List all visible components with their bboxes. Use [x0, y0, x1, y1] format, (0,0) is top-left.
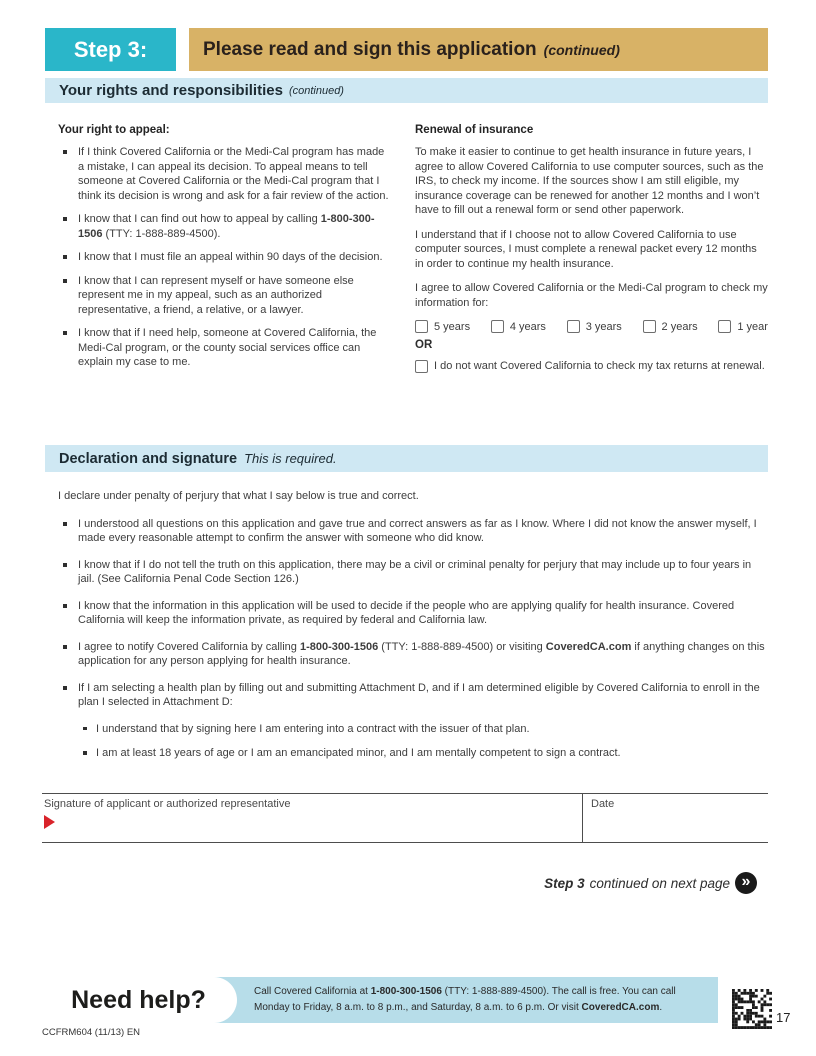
declaration-body: [58, 489, 768, 771]
checkbox-label: 2 years: [661, 320, 698, 333]
list-item: I know that I can find out how to appeal by calling 1-800-300-1506 (TTY: 1-888-889-4500).: [58, 212, 390, 241]
checkbox-option-3-years[interactable]: [567, 320, 622, 333]
checkbox-label: I do not want Covered California to check my tax returns at renewal.: [434, 360, 765, 372]
checkbox-label: 1 year: [737, 320, 768, 333]
signature-arrow-icon: [44, 815, 55, 829]
step-title-banner: [189, 28, 768, 71]
checkbox-label: 4 years: [509, 320, 546, 333]
checkbox-option-1-year[interactable]: [718, 320, 768, 333]
list-item: I understand that by signing here I am entering into a contract with the issuer of that plan.: [80, 722, 768, 737]
list-item: I know that if I need help, someone at Covered California, the Medi-Cal program, or the county social services office can explain my case to me.: [58, 326, 390, 370]
checkbox-icon[interactable]: [643, 320, 656, 333]
list-item: If I think Covered California or the Medi-Cal program has made a mistake, I can appeal its decision. To appeal means to tell someone at Covered California or the Medi-Cal program that I think its decision is wrong and ask for a fair review of the action.: [58, 145, 390, 203]
list-item: I know that I must file an appeal within 90 days of the decision.: [58, 250, 390, 265]
signature-field[interactable]: [42, 794, 583, 842]
need-help-banner: [40, 977, 718, 1023]
step-header: [45, 28, 768, 71]
rights-section-bar: [45, 78, 768, 103]
checkbox-label: 3 years: [585, 320, 622, 333]
checkbox-option-opt-out[interactable]: [415, 359, 768, 374]
appeal-heading: Your right to appeal:: [58, 124, 170, 136]
need-help-line-1: Call Covered California at 1-800-300-1506 (TTY: 1-888-889-4500). The call is free. You can call: [254, 986, 676, 997]
continued-text: continued on next page: [589, 875, 730, 891]
list-item: If I am selecting a health plan by filling out and submitting Attachment D, and if I am determined eligible by Covered California to enroll in the plan I selected in Attachment D:: [58, 681, 768, 710]
step-title-continued: (continued): [543, 41, 620, 58]
continued-step-label: Step 3: [544, 875, 585, 891]
declaration-section-title: Declaration and signature: [59, 450, 238, 467]
need-help-text: [254, 984, 714, 1016]
signature-field-label: Signature of applicant or authorized representative: [44, 798, 291, 810]
next-page-icon: [735, 872, 757, 894]
list-item: I agree to notify Covered California by calling 1-800-300-1506 (TTY: 1-888-889-4500) or visiting CoveredCA.com if anything changes on this application for any person applying for health insurance.: [58, 640, 768, 669]
declaration-required-note: This is required.: [244, 451, 337, 466]
or-label: OR: [415, 339, 433, 351]
appeal-column: [58, 124, 390, 379]
qr-code: [732, 989, 772, 1029]
checkbox-icon[interactable]: [415, 360, 428, 373]
list-item: I know that I can represent myself or have someone else represent me in my appeal, such as an authorized representative, a friend, a relative, or a lawyer.: [58, 274, 390, 318]
page-number: 17: [776, 1010, 791, 1025]
need-help-line-2: Monday to Friday, 8 a.m. to 8 p.m., and Saturday, 8 a.m. to 6 p.m. Or visit CoveredCA.com.: [254, 1002, 663, 1013]
renewal-heading: Renewal of insurance: [415, 124, 534, 136]
date-field[interactable]: [583, 794, 768, 842]
list-item: I am at least 18 years of age or I am an emancipated minor, and I am mentally competent to sign a contract.: [80, 746, 768, 761]
checkbox-option-4-years[interactable]: [491, 320, 546, 333]
renewal-column: [415, 124, 768, 379]
renewal-paragraph-1: To make it easier to continue to get health insurance in future years, I agree to allow Covered California to use computer sources, such as the IRS, to check my income. If the sources show I am still eligible, my insurance coverage can be renewed for another 12 months and I won’t have to fill out a renewal form or send other paperwork.: [415, 146, 764, 216]
checkbox-option-2-years[interactable]: [643, 320, 698, 333]
renewal-years-options: [415, 320, 768, 333]
checkbox-icon[interactable]: [415, 320, 428, 333]
checkbox-icon[interactable]: [718, 320, 731, 333]
declaration-section-bar: [45, 445, 768, 472]
rights-section-title: Your rights and responsibilities: [59, 82, 283, 99]
form-code: CCFRM604 (11/13) EN: [42, 1027, 141, 1038]
checkbox-label: 5 years: [434, 320, 471, 333]
declaration-intro: I declare under penalty of perjury that what I say below is true and correct.: [58, 490, 419, 502]
renewal-paragraph-3: I agree to allow Covered California or the Medi-Cal program to check my information for:: [415, 282, 768, 309]
list-item: I understood all questions on this application and gave true and correct answers as far as I know. Where I did not know the answer myself, I made every reasonable attempt to confirm the answer with someone who did know.: [58, 517, 768, 546]
need-help-bubble: Need help?: [40, 977, 237, 1023]
date-field-label: Date: [591, 798, 615, 810]
checkbox-icon[interactable]: [491, 320, 504, 333]
step-title: Please read and sign this application: [203, 38, 537, 60]
checkbox-option-5-years[interactable]: [415, 320, 470, 333]
rights-section-continued: (continued): [288, 84, 344, 97]
list-item: I know that the information in this application will be used to decide if the people who are applying qualify for health insurance. Covered California will keep the information private, as required by federal and California law.: [58, 599, 768, 628]
continued-note: [544, 872, 757, 894]
list-item: I know that if I do not tell the truth on this application, there may be a civil or criminal penalty for perjury that may include up to four years in jail. (See California Penal Code Section 126.): [58, 558, 768, 587]
appeal-list: [58, 145, 390, 370]
rights-columns: [58, 124, 768, 379]
signature-block: [42, 793, 768, 843]
renewal-paragraph-2: I understand that if I choose not to allow Covered California to use computer sources, I must complete a renewal packet every 12 months in order to continue my health insurance.: [415, 228, 757, 270]
declaration-sub-list: [80, 722, 768, 761]
declaration-list: [58, 517, 768, 710]
checkbox-icon[interactable]: [567, 320, 580, 333]
step-number-badge: Step 3:: [45, 28, 176, 71]
